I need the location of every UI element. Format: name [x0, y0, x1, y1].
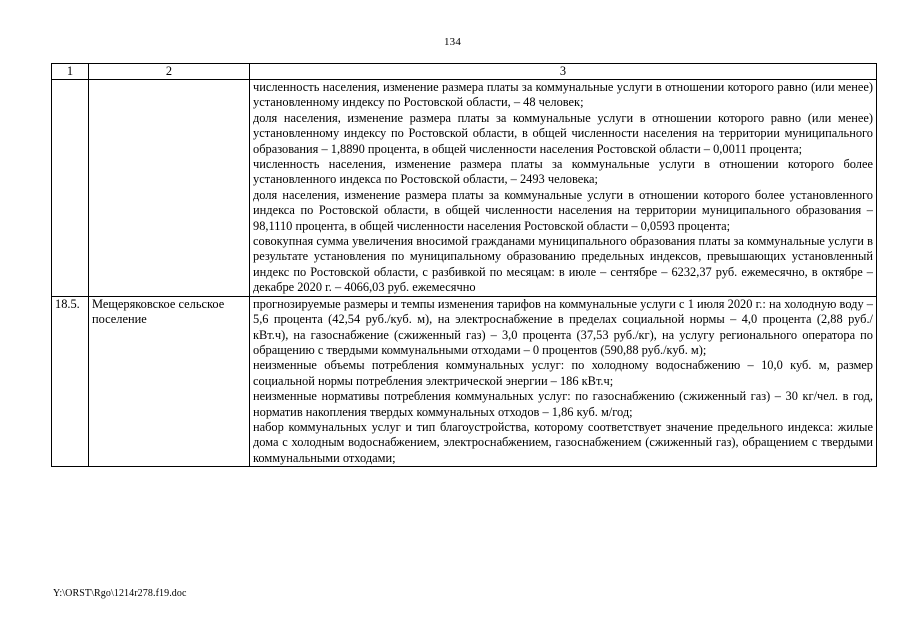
page-number: 134 — [443, 36, 462, 48]
row-content — [250, 296, 877, 466]
content-paragraph: прогнозируемые размеры и темпы изменения тарифов на коммунальные услуги с 1 июля 2020 г.: на холодную воду – 5,6 процента (42,54 руб./куб. м), на электроснабжение в пределах социальной нормы – 4,0 процента (2,88 руб./кВт.ч), на газоснабжение (сжиженный газ) – 3,0 процента (37,53 руб./кг), на услугу регионального оператора по обращению с твердыми коммунальными отходами – 0 процентов (590,88 руб./куб. м); — [253, 296, 873, 357]
content-paragraph: численность населения, изменение размера платы за коммунальные услуги в отношении которого равно (или менее) установленному индексу по Ростовской области, – 48 человек; — [253, 80, 873, 110]
table-header-row — [52, 64, 877, 80]
row-content — [250, 80, 877, 297]
settlement-name — [89, 80, 250, 297]
content-paragraph: доля населения, изменение размера платы за коммунальные услуги в отношении которого более установленного индекса по Ростовской области, в общей численности населения на территории муниципального образования – 98,1110 процента, в общей численности населения Ростовской области – 0,0593 процента; — [253, 187, 873, 233]
content-paragraph: доля населения, изменение размера платы за коммунальные услуги в отношении которого равно (или менее) установленному индексу по Ростовской области, в общей численности населения на территории муниципального образования – 1,8890 процента, в общей численности населения Ростовской области – 0,0011 процента; — [253, 110, 873, 156]
file-path-footer: Y:\ORST\Rgo\1214r278.f19.doc — [53, 588, 187, 599]
settlement-name: Мещеряковское сельское поселение — [89, 296, 250, 466]
content-paragraph: неизменные объемы потребления коммунальных услуг: по холодному водоснабжению – 10,0 куб. м, размер социальной нормы потребления электрической энергии – 186 кВт.ч; — [253, 358, 873, 388]
column-header-2: 2 — [89, 64, 250, 80]
table-row — [52, 80, 877, 297]
column-header-3: 3 — [250, 64, 877, 80]
column-header-1: 1 — [52, 64, 89, 80]
content-paragraph: совокупная сумма увеличения вносимой гражданами муниципального образования платы за коммунальные услуги в результате установления по муниципальному образованию предельных индексов, превышающих установленный индекс по Ростовской области, с разбивкой по месяцам: в июле – сентябре – 6232,37 руб. ежемесячно, в октябре – декабре 2020 г. – 4066,03 руб. ежемесячно — [253, 234, 873, 295]
content-paragraph: неизменные нормативы потребления коммунальных услуг: по газоснабжению (сжиженный газ) – 30 кг/чел. в год, норматив накопления твердых коммунальных отходов – 1,86 куб. м/год; — [253, 389, 873, 419]
row-index: 18.5. — [52, 296, 89, 466]
content-paragraph: численность населения, изменение размера платы за коммунальные услуги в отношении которого более установленного индекса по Ростовской области, – 2493 человека; — [253, 157, 873, 187]
table-row — [52, 296, 877, 466]
content-paragraph: набор коммунальных услуг и тип благоустройства, которому соответствует значение предельного индекса: жилые дома с холодным водоснабжением, электроснабжением, газоснабжением (сжиженный газ), обращением с твердыми коммунальными отходами; — [253, 419, 873, 465]
document-table — [51, 63, 877, 467]
row-index — [52, 80, 89, 297]
